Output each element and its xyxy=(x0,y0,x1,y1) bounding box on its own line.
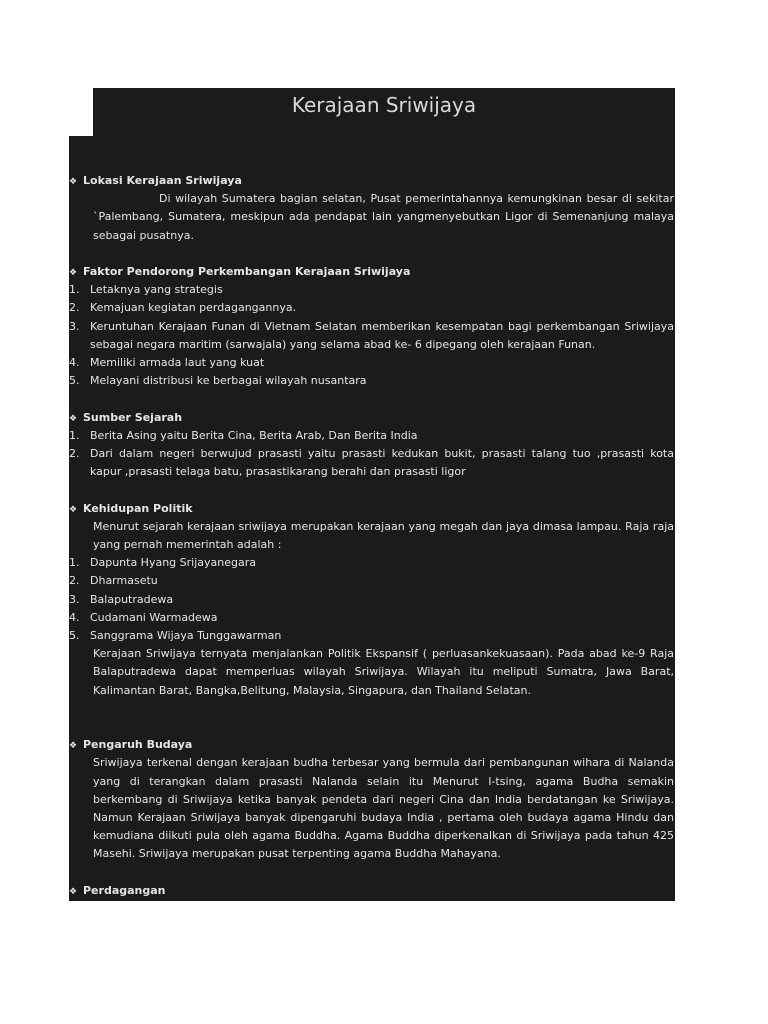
politik-outro-paragraph: Kerajaan Sriwijaya ternyata menjalankan Politik Ekspansif ( perluasankekuasaan). Pada abad ke-9 Raja Balaputradewa dapat memperluas wilayah Sriwijaya. Wilayah itu meliputi Sumatra, Jawa Barat, Kalimantan Barat, Bangka,Belitung, Malaysia, Singapura, dan Thailand Selatan. xyxy=(93,647,674,697)
diamond-bullet-icon: ❖ xyxy=(69,741,78,752)
list-item: 4. Cudamani Warmadewa xyxy=(69,610,218,624)
list-item: 1. Berita Asing yaitu Berita Cina, Berita Arab, Dan Berita India xyxy=(69,428,418,442)
section-heading-lokasi: ❖ Lokasi Kerajaan Sriwijaya xyxy=(69,172,674,190)
section-heading-politik: ❖ Kehidupan Politik xyxy=(69,500,674,518)
diamond-bullet-icon: ❖ xyxy=(69,413,78,424)
politik-intro-paragraph: Menurut sejarah kerajaan sriwijaya merupakan kerajaan yang megah dan jaya dimasa lampau. Raja raja yang pernah memerintah adalah : xyxy=(93,519,674,551)
list-item: 2. Dharmasetu xyxy=(69,574,158,588)
section-heading-faktor: ❖ Faktor Pendorong Perkembangan Kerajaan Sriwijaya xyxy=(69,263,674,281)
document-content xyxy=(69,172,674,900)
diamond-bullet-icon: ❖ xyxy=(69,886,78,897)
list-item: 4. Memiliki armada laut yang kuat xyxy=(69,355,265,369)
diamond-bullet-icon: ❖ xyxy=(69,177,78,187)
diamond-bullet-icon: ❖ xyxy=(69,267,78,278)
list-item: 1. Dapunta Hyang Srijayanegara xyxy=(69,556,256,570)
section-heading-perdagangan: ❖ Perdagangan xyxy=(69,882,674,900)
document-title: Kerajaan Sriwijaya xyxy=(291,93,477,117)
section-heading-sumber: ❖ Sumber Sejarah xyxy=(69,409,674,427)
list-item: 3. Balaputradewa xyxy=(69,592,174,606)
section-heading-budaya: ❖ Pengaruh Budaya xyxy=(69,736,674,754)
raja-list xyxy=(69,554,674,645)
faktor-list xyxy=(69,281,674,390)
list-item: 3. Keruntuhan Kerajaan Funan di Vietnam Selatan memberikan kesempatan bagi perkembangan Sriwijaya sebagai negara maritim (sarwajala) yang selama abad ke- 6 dipegang oleh kerajaan Funan. xyxy=(69,319,674,351)
list-item: 1. Letaknya yang strategis xyxy=(69,283,223,297)
list-item: 5. Melayani distribusi ke berbagai wilayah nusantara xyxy=(69,374,367,388)
sumber-list xyxy=(69,427,674,482)
list-item: 5. Sanggrama Wijaya Tunggawarman xyxy=(69,628,282,642)
list-item: 2. Dari dalam negeri berwujud prasasti yaitu prasasti kedukan bukit, prasasti talang tuo ,prasasti kota kapur ,prasasti telaga batu, prasastikarang berahi dan prasasti ligor xyxy=(69,446,674,479)
budaya-paragraph: Sriwijaya terkenal dengan kerajaan budha terbesar yang bermula dari pembangunan wihara di Nalanda yang di terangkan dalam prasasti Nalanda selain itu Menurut I-tsing, agama Budha semakin berkembang di Sriwijaya ketika banyak pendeta dari negeri Cina dan India berdatangan ke Sriwijaya. Namun Kerajaan Sriwijaya banyak dipengaruhi budaya India , pertama oleh budaya agama Hindu dan kemudiana diikuti pula oleh agama Buddha. Agama Buddha diperkenalkan di Sriwijaya pada tahun 425 Masehi. Sriwijaya merupakan pusat terpenting agama Buddha Mahayana. xyxy=(93,756,674,861)
lokasi-paragraph: Di wilayah Sumatera bagian selatan, Pusat pemerintahannya kemungkinan besar di sekitar `Palembang, Sumatera, meskipun ada pendapat lain yangmenyebutkan Ligor di Semenanjung malaya sebagai pusatnya. xyxy=(93,192,674,242)
list-item: 2. Kemajuan kegiatan perdagangannya. xyxy=(69,301,297,315)
diamond-bullet-icon: ❖ xyxy=(69,504,78,515)
